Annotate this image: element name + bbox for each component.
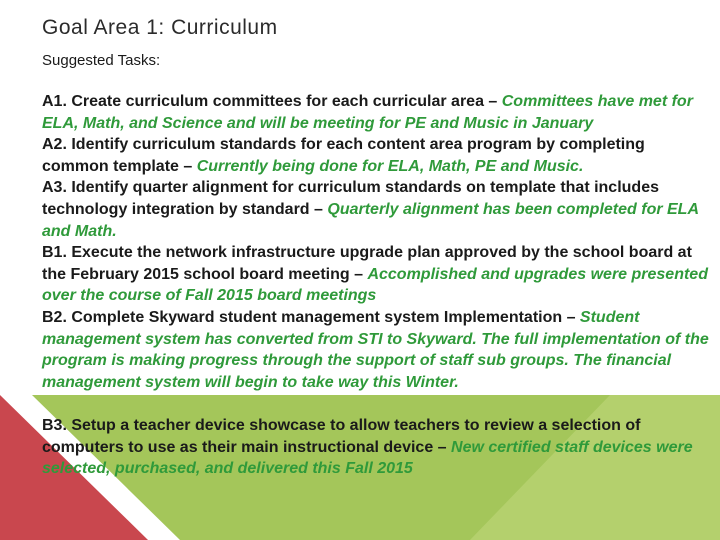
task-status: Student management system has converted from STI to Skyward. The full implementation of the program is making progress through the support of staff sub groups. The financial management system will begin to take way this Winter. (42, 308, 709, 391)
task-description: A1. Create curriculum committees for each curricular area – (42, 93, 502, 110)
page-title: Goal Area 1: Curriculum (42, 16, 278, 39)
task-list (42, 91, 712, 480)
task-item-b1 (42, 242, 712, 307)
task-description: B2. Complete Skyward student management system Implementation – (42, 308, 580, 326)
task-item-a2 (42, 134, 712, 177)
task-item-a3 (42, 177, 712, 242)
task-item-a1 (42, 91, 712, 134)
task-description: B1. Execute the network infrastructure upgrade plan approved by the school board at the February 2015 school board meeting – (42, 244, 692, 283)
task-description: B3. Setup a teacher device showcase to allow teachers to review a selection of computers to use as their main instructional device – (42, 416, 641, 456)
task-status: Currently being done for ELA, Math, PE and Music. (196, 157, 584, 175)
task-item-b2 (42, 307, 712, 393)
task-description: A2. Identify curriculum standards for each content area program by completing common template – (42, 136, 645, 175)
task-item-b3 (42, 415, 712, 480)
task-status: Committees have met for ELA, Math, and Science and will be meeting for PE and Music in January (42, 93, 693, 132)
task-status: Quarterly alignment has been completed for ELA and Math. (42, 200, 699, 240)
task-status: Accomplished and upgrades were presented over the course of Fall 2015 board meetings (42, 265, 708, 305)
task-description: A3. Identify quarter alignment for curriculum standards on template that includes technology integration by standard – (42, 179, 659, 218)
subtitle: Suggested Tasks: (42, 52, 161, 69)
task-status: New certified staff devices were selected, purchased, and delivered this Fall 2015 (42, 438, 693, 478)
